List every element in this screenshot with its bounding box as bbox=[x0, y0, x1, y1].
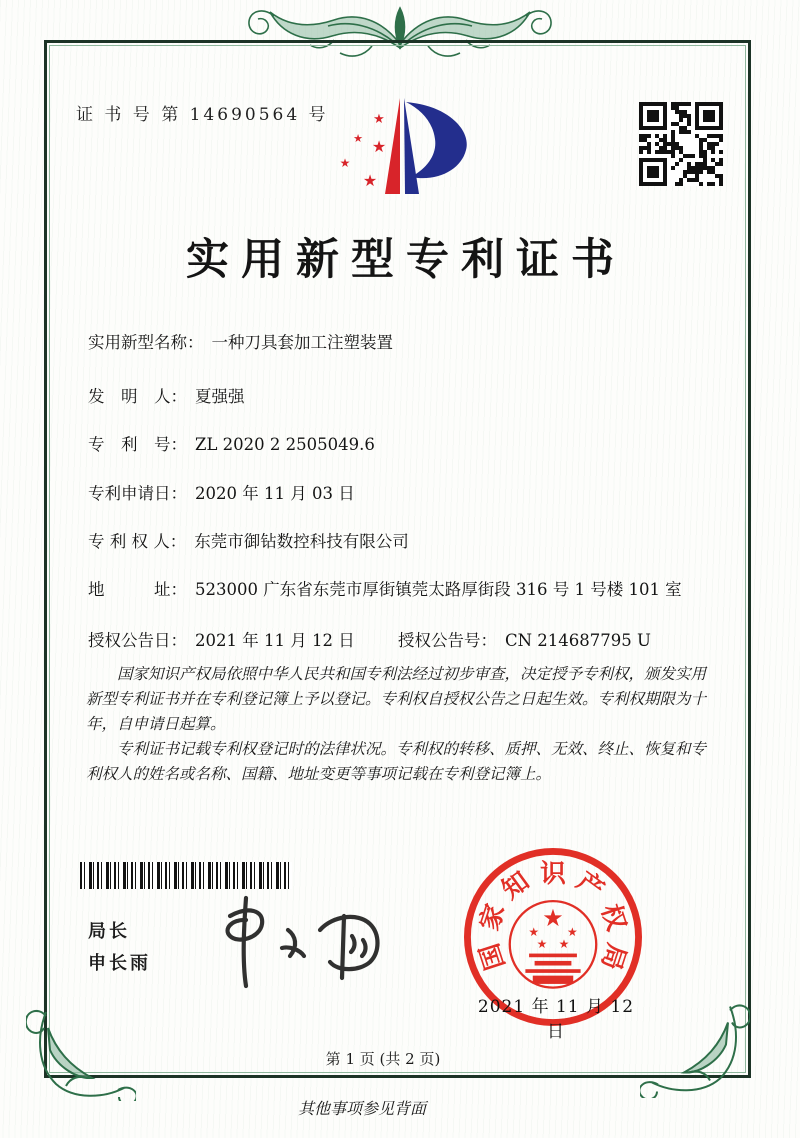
field-value: ZL 2020 2 2505049.6 bbox=[195, 435, 375, 454]
field-value: 2020 年 11 月 03 日 bbox=[195, 484, 355, 503]
director-name: 申长雨 bbox=[88, 953, 151, 974]
field-label: 发 明 人： bbox=[88, 387, 187, 406]
svg-text:★: ★ bbox=[536, 937, 548, 952]
certificate-number: 证 书 号 第 14690564 号 bbox=[76, 105, 329, 125]
field-row-grant-date bbox=[88, 628, 355, 653]
barcode bbox=[80, 862, 292, 889]
field-value: 夏强强 bbox=[195, 387, 245, 406]
field-label: 地 址： bbox=[88, 580, 187, 599]
cnipa-logo bbox=[323, 90, 489, 206]
field-label: 专 利 权 人： bbox=[88, 532, 187, 551]
field-label: 授权公告号： bbox=[398, 631, 497, 650]
svg-text:★: ★ bbox=[558, 937, 570, 952]
logo-stars-icon bbox=[340, 112, 387, 190]
back-side-note: 其他事项参见背面 bbox=[297, 1099, 426, 1118]
field-value: CN 214687795 U bbox=[505, 631, 651, 650]
field-value: 东莞市御钻数控科技有限公司 bbox=[194, 532, 409, 551]
svg-text:★: ★ bbox=[566, 925, 578, 940]
svg-text:★: ★ bbox=[339, 156, 351, 170]
logo-red-wedge bbox=[385, 98, 400, 194]
director-title: 局长 bbox=[88, 921, 130, 942]
national-emblem-icon bbox=[510, 901, 596, 987]
field-label: 实用新型名称： bbox=[88, 333, 204, 352]
legal-text-block bbox=[86, 662, 720, 787]
field-label: 专利申请日： bbox=[88, 484, 187, 503]
svg-text:知: 知 bbox=[496, 866, 536, 906]
field-row-grant-number bbox=[398, 628, 651, 653]
director-block bbox=[88, 916, 151, 980]
field-row-patent-number bbox=[88, 432, 375, 457]
director-signature-icon bbox=[192, 886, 407, 998]
seal-date: 2021 年 11 月 12 日 bbox=[477, 997, 635, 1042]
field-label: 专 利 号： bbox=[88, 435, 187, 454]
field-row-patentee bbox=[88, 529, 409, 554]
field-value: 一种刀具套加工注塑装置 bbox=[211, 333, 393, 352]
field-value: 2021 年 11 月 12 日 bbox=[195, 631, 355, 650]
field-label: 授权公告日： bbox=[88, 631, 187, 650]
svg-text:国: 国 bbox=[474, 939, 512, 974]
field-value: 523000 广东省东莞市厚街镇莞太路厚街段 316 号 1 号楼 101 室 bbox=[195, 580, 682, 599]
field-row-filing-date bbox=[88, 481, 355, 506]
legal-paragraph-2: 专利证书记载专利权登记时的法律状况。专利权的转移、质押、无效、终止、恢复和专利权人的姓名或名称、国籍、地址变更等事项记载在专利登记簿上。 bbox=[86, 740, 707, 783]
logo-blue-bar bbox=[404, 98, 419, 194]
field-row-address bbox=[88, 577, 755, 602]
svg-text:★: ★ bbox=[371, 137, 387, 156]
field-row-utility-model-name bbox=[88, 330, 393, 355]
qr-code bbox=[639, 102, 723, 186]
svg-text:★: ★ bbox=[353, 132, 363, 145]
svg-text:★: ★ bbox=[362, 171, 378, 190]
certificate-title: 实用新型专利证书 bbox=[186, 235, 626, 285]
svg-text:产: 产 bbox=[570, 866, 610, 906]
svg-text:★: ★ bbox=[373, 112, 385, 127]
svg-text:局: 局 bbox=[594, 939, 632, 974]
legal-paragraph-1: 国家知识产权局依照中华人民共和国专利法经过初步审查，决定授予专利权，颁发实用新型专利证书并在专利登记簿上予以登记。专利权自授权公告之日起生效。专利权期限为十年，自申请日起算。 bbox=[86, 665, 707, 733]
svg-text:家: 家 bbox=[474, 900, 512, 935]
page-number: 第 1 页 (共 2 页) bbox=[325, 1050, 441, 1068]
svg-text:★: ★ bbox=[542, 903, 564, 932]
logo-blue-p-bowl bbox=[406, 102, 467, 178]
svg-text:★: ★ bbox=[528, 925, 540, 940]
svg-text:权: 权 bbox=[594, 900, 632, 935]
svg-text:识: 识 bbox=[540, 858, 566, 889]
field-row-inventor bbox=[88, 384, 245, 409]
